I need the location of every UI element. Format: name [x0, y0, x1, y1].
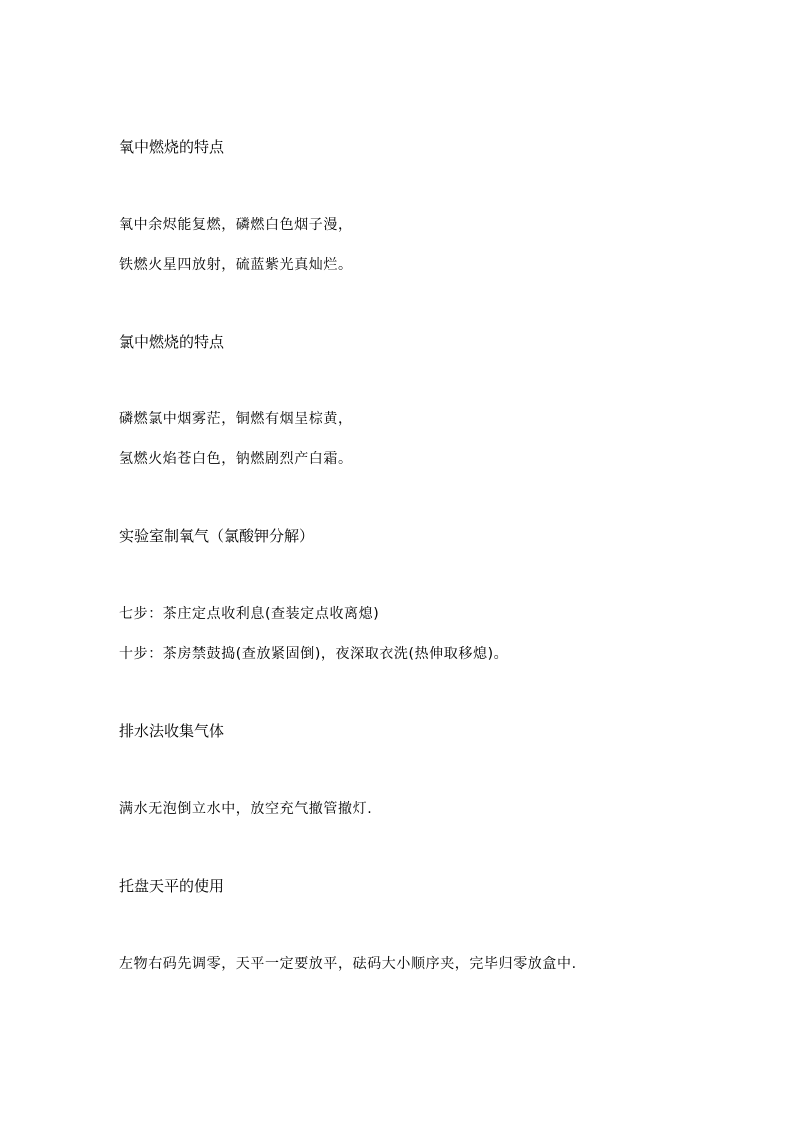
verse-line: 左物右码先调零，天平一定要放平，砝码大小顺序夹，完毕归零放盒中.	[119, 956, 577, 972]
verse-line: 磷燃氯中烟雾茫，铜燃有烟呈棕黄，	[119, 411, 353, 427]
verse-line: 氢燃火焰苍白色，钠燃剧烈产白霜。	[119, 451, 353, 467]
verse-line: 十步：茶房禁鼓捣(查放紧固倒)，夜深取衣洗(热伸取移熄)。	[119, 646, 509, 662]
section-heading: 托盘天平的使用	[119, 877, 225, 895]
section-heading: 氯中燃烧的特点	[119, 333, 225, 351]
verse-line: 满水无泡倒立水中，放空充气撤管撤灯.	[119, 801, 373, 817]
section-heading: 氧中燃烧的特点	[119, 138, 225, 156]
verse-line: 铁燃火星四放射，硫蓝紫光真灿烂。	[119, 257, 353, 273]
section-heading: 实验室制氧气（氯酸钾分解）	[119, 527, 315, 545]
verse-line: 七步：茶庄定点收利息(查装定点收离熄)	[119, 606, 380, 622]
section-heading: 排水法收集气体	[119, 722, 225, 740]
verse-line: 氧中余烬能复燃，磷燃白色烟子漫，	[119, 217, 353, 233]
